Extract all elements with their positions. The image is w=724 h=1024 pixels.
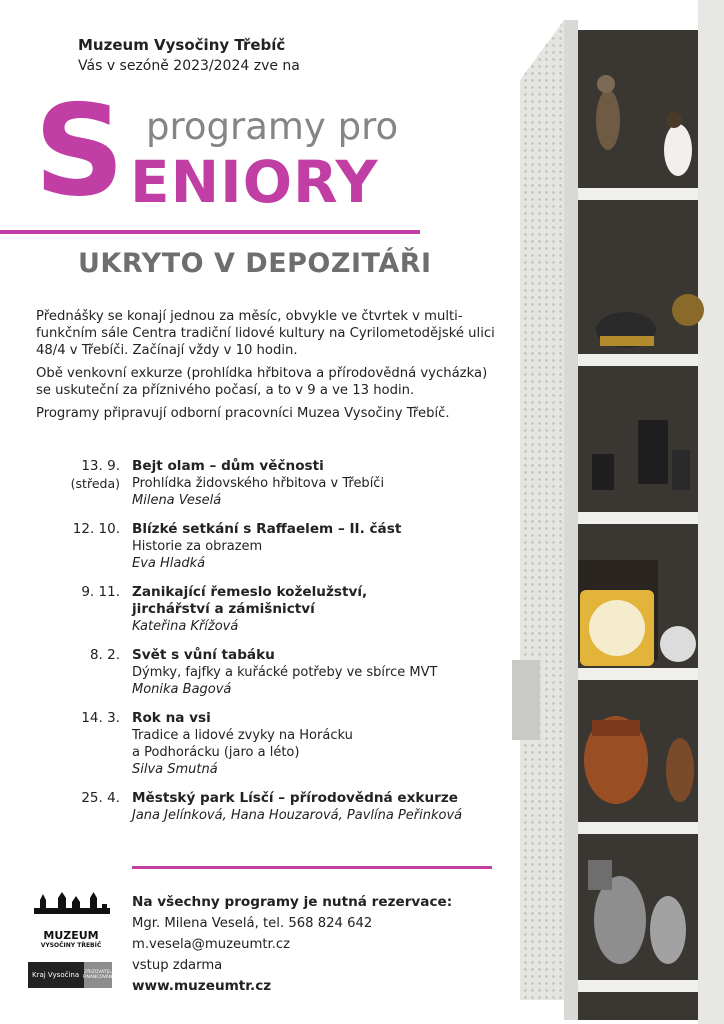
museum-logo-text: MUZEUM	[43, 929, 99, 942]
event-lecturer: Kateřina Křížová	[132, 619, 239, 634]
admission-note: vstup zdarma	[132, 958, 223, 973]
event-date: 14. 3.	[81, 710, 120, 726]
event-lecturer: Monika Bagová	[132, 682, 232, 697]
castle-icon	[28, 892, 114, 926]
region-logo-text: Kraj Vysočina	[32, 971, 80, 979]
event-item	[36, 790, 506, 824]
event-item	[36, 458, 506, 509]
event-lecturer: Milena Veselá	[132, 493, 222, 508]
organization-name: Muzeum Vysočiny Třebíč	[78, 36, 286, 54]
event-date-note: (středa)	[70, 476, 120, 491]
region-logo-tag: ZŘIZOVATEL FINANCOVÁNÍ	[84, 962, 112, 988]
event-date: 25. 4.	[81, 790, 120, 806]
footer-info	[132, 892, 452, 997]
event-date: 8. 2.	[89, 647, 120, 663]
intro-paragraph-2: Obě venkovní exkurze (prohlídka hřbitova a přírodovědná vycházka) se uskuteční za příznivého počasí, a to v 9 a ve 13 hodin.	[36, 366, 488, 398]
event-description: Historie za obrazem	[132, 539, 263, 554]
event-title: Městský park Lísčí – přírodovědná exkurze	[132, 790, 458, 806]
intro-paragraph-3: Programy připravují odborní pracovníci Muzea Vysočiny Třebíč.	[36, 406, 450, 421]
contact-person: Mgr. Milena Veselá, tel. 568 824 642	[132, 916, 373, 931]
schedule	[36, 458, 506, 836]
depository-shelf-photo	[508, 0, 724, 1024]
event-lecturer: Eva Hladká	[132, 556, 206, 571]
event-title: Rok na vsi	[132, 710, 211, 726]
event-item	[36, 647, 506, 698]
subtitle: UKRYTO V DEPOZITÁŘI	[78, 248, 432, 279]
event-description: Tradice a lidové zvyky na Horácku	[132, 728, 353, 743]
region-logo	[28, 962, 112, 988]
title-big-letter: S	[34, 77, 121, 224]
event-date: 13. 9.	[81, 458, 120, 474]
season-line: Vás v sezóně 2023/2024 zve na	[78, 58, 300, 74]
event-title-cont: jirchářství a zámišnictví	[132, 601, 315, 617]
website-link[interactable]: www.muzeumtr.cz	[132, 978, 272, 994]
divider-bottom	[132, 866, 492, 869]
museum-logo	[28, 892, 114, 949]
intro-text	[36, 308, 504, 428]
contact-email[interactable]: m.vesela@muzeumtr.cz	[132, 937, 291, 952]
title-main: ENIORY	[130, 148, 379, 216]
title-top-line: programy pro	[146, 105, 399, 148]
divider-top	[0, 230, 420, 234]
event-title: Blízké setkání s Raffaelem – II. část	[132, 521, 402, 537]
event-lecturer: Jana Jelínková, Hana Houzarová, Pavlína Peřinková	[132, 808, 463, 823]
event-date: 9. 11.	[81, 584, 120, 600]
event-item	[36, 584, 506, 635]
event-title: Zanikající řemeslo koželužství,	[132, 584, 368, 600]
event-description: Prohlídka židovského hřbitova v Třebíči	[132, 476, 385, 491]
event-item	[36, 710, 506, 778]
reservation-note: Na všechny programy je nutná rezervace:	[132, 894, 453, 910]
event-description-cont: a Podhorácku (jaro a léto)	[132, 745, 300, 760]
museum-logo-subtext: VYSOČINY TŘEBÍČ	[40, 941, 102, 949]
event-lecturer: Silva Smutná	[132, 762, 218, 777]
event-title: Svět s vůní tabáku	[132, 647, 275, 663]
event-date: 12. 10.	[72, 521, 120, 537]
event-item	[36, 521, 506, 572]
event-title: Bejt olam – dům věčnosti	[132, 458, 324, 474]
event-description: Dýmky, fajfky a kuřácké potřeby ve sbírce MVT	[132, 665, 438, 680]
intro-paragraph-1: Přednášky se konají jednou za měsíc, obvykle ve čtvrtek v multi-funkčním sále Centra tradiční lidové kultury na Cyrilometodějské ulici 48/4 v Třebíči. Začínají vždy v 10 hodin.	[36, 309, 495, 358]
